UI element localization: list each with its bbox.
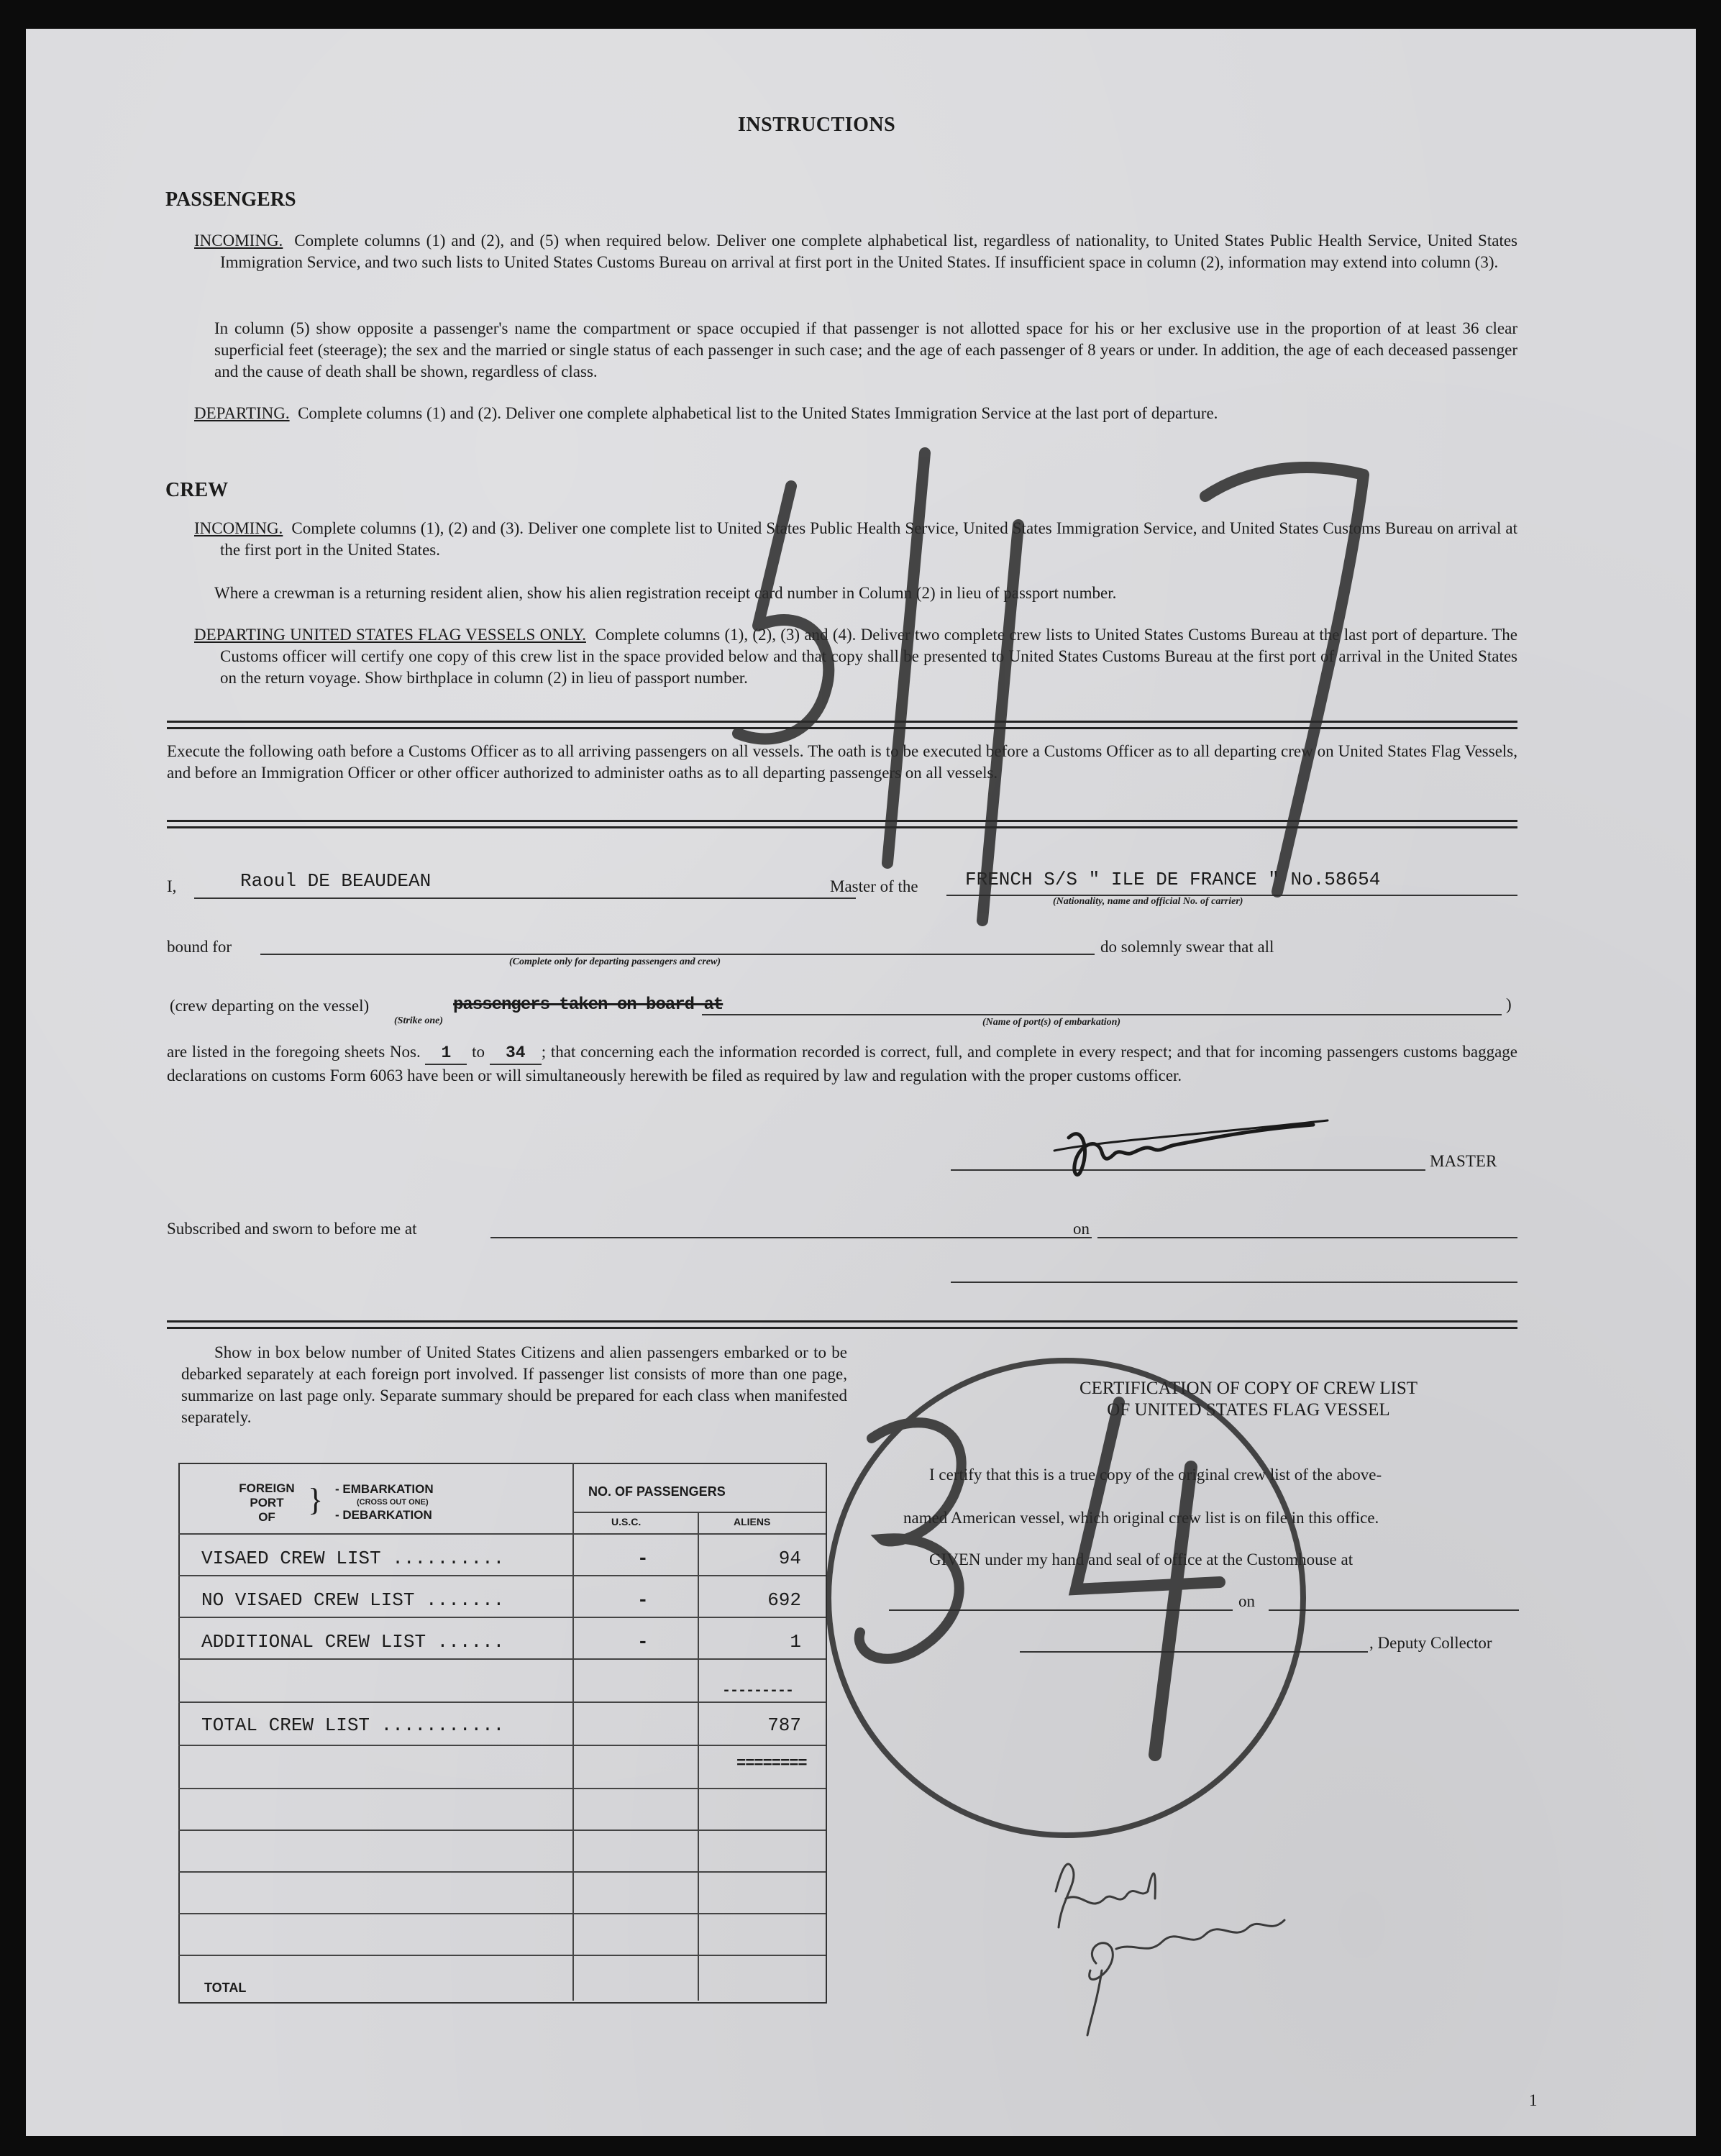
total-rule: ========	[736, 1755, 807, 1773]
passengers-heading: PASSENGERS	[165, 188, 296, 211]
large-handwritten-number	[738, 453, 1364, 921]
sheet-from-field: 1	[425, 1042, 467, 1065]
port-caption: (Name of port(s) of embarkation)	[982, 1017, 1121, 1028]
crayon-annotations	[26, 29, 1696, 2136]
row-label: ADDITIONAL CREW LIST ......	[201, 1631, 505, 1653]
crew-heading: CREW	[165, 479, 229, 501]
row-label: VISAED CREW LIST ..........	[201, 1548, 505, 1569]
oath-intro-paragraph: Execute the following oath before a Customs Officer as to all arriving passengers on all vessels. The oath is to be executed before a Customs Officer as to all departing crew on United States Flag Vessels, and before an Immigration Officer or other officer authorized to administer oaths as to all departing passengers on all vessels.	[167, 742, 1517, 782]
crew-departing-label: (crew departing on the vessel)	[170, 997, 370, 1015]
row-label: TOTAL CREW LIST ...........	[201, 1714, 505, 1736]
aliens-header: ALIENS	[734, 1516, 771, 1527]
deputy-collector-label: , Deputy Collector	[1369, 1634, 1492, 1652]
row-aliens: 692	[767, 1589, 801, 1611]
page-title: INSTRUCTIONS	[738, 114, 896, 136]
certification-on-label: on	[1238, 1592, 1255, 1610]
of-header: OF	[258, 1510, 275, 1524]
certification-text-2: named American vessel, which original crew list is on file in this office.	[903, 1509, 1379, 1527]
strike-caption: (Strike one)	[394, 1015, 444, 1026]
crew-departing-text: Complete columns (1), (2), (3) and (4). Deliver two complete crew lists to United States Customs Bureau at the last port of departure. The Customs officer will certify one copy of this crew list in the space provided below and that copy shall be presented to United States Customs Bureau at the first port of arrival in the United States on the return voyage. Show birthplace in column (2) in lieu of passport number.	[220, 626, 1518, 687]
passengers-incoming-text: Complete columns (1) and (2), and (5) when required below. Deliver one complete alphabetical list, regardless of nationality, to United States Public Health Service, United States Immigration Service, and two such lists to United States Customs Bureau on arrival at first port in the United States. If insufficient space in column (2), information may extend into column (3).	[220, 232, 1517, 271]
pencil-signature-note	[1056, 1864, 1284, 2035]
to-label: to	[472, 1043, 485, 1061]
page-number: 1	[1529, 2091, 1538, 2109]
crew-incoming-label: INCOMING.	[194, 519, 283, 537]
master-of-label: Master of the	[830, 877, 918, 895]
crew-incoming-text: Complete columns (1), (2) and (3). Deliver one complete list to United States Public Health Service, United States Immigration Service, and United States Customs Bureau on arrival at the first port in the United States.	[220, 519, 1518, 559]
vessel-field: FRENCH S/S " ILE DE FRANCE " No.58654	[965, 869, 1381, 890]
row-aliens: 787	[767, 1714, 801, 1736]
foreign-header: FOREIGN	[239, 1481, 295, 1495]
bound-for-label: bound for	[167, 938, 232, 956]
row-aliens: 1	[790, 1631, 801, 1653]
subscribed-label: Subscribed and sworn to before me at	[167, 1220, 417, 1238]
subtotal-rule: ---------	[722, 1683, 794, 1699]
usc-header: U.S.C.	[611, 1516, 642, 1527]
cross-out-note: (CROSS OUT ONE)	[357, 1498, 429, 1507]
debarkation-label: - DEBARKATION	[335, 1508, 432, 1522]
passengers-column5-paragraph: In column (5) show opposite a passenger's name the compartment or space occupied if that passenger is not allotted space for his or her exclusive use in the proportion of at least 36 clear superficial feet (steerage); the sex and the married or single status of each passenger in such case; and the age of each passenger of 8 years or under. In addition, the age of each deceased passenger and the cause of death shall be shown, regardless of class.	[214, 319, 1517, 380]
total-label: TOTAL	[204, 1981, 247, 1995]
vessel-caption: (Nationality, name and official No. of carrier)	[1053, 896, 1243, 907]
row-usc: -	[637, 1631, 649, 1653]
crew-departing-label: DEPARTING UNITED STATES FLAG VESSELS ONLY.	[194, 626, 586, 644]
sheet-to-field: 34	[490, 1042, 542, 1065]
document-page	[26, 29, 1696, 2136]
certification-title-1: CERTIFICATION OF COPY OF CREW LIST	[1079, 1379, 1418, 1398]
brace: }	[308, 1482, 324, 1517]
oath-i-label: I,	[167, 877, 177, 895]
listed-text: ; that concerning each the information recorded is correct, full, and complete in every respect; and that for incoming passengers customs baggage declarations on customs Form 6063 have been or will simultaneously herewith be filed as required by law and regulation with the proper customs officer.	[167, 1043, 1518, 1084]
bound-caption: (Complete only for departing passengers and crew)	[509, 956, 721, 967]
struck-passengers-text: passengers taken on board at	[453, 995, 723, 1015]
closing-paren: )	[1506, 995, 1512, 1013]
circled-number	[828, 1361, 1303, 1835]
passengers-departing-label: DEPARTING.	[194, 404, 290, 422]
passengers-incoming-label: INCOMING.	[194, 232, 283, 250]
master-label: MASTER	[1430, 1152, 1497, 1170]
certification-text-1: I certify that this is a true copy of the original crew list of the above-	[929, 1466, 1382, 1484]
embarkation-label: - EMBARKATION	[335, 1482, 434, 1496]
certification-text-3: GIVEN under my hand and seal of office at the Customhouse at	[929, 1550, 1353, 1568]
row-usc: -	[637, 1589, 649, 1611]
passengers-departing-text: Complete columns (1) and (2). Deliver one complete alphabetical list to the United States Immigration Service at the last port of departure.	[298, 404, 1218, 422]
port-header: PORT	[250, 1496, 284, 1509]
summary-intro-paragraph: Show in box below number of United States Citizens and alien passengers embarked or to be debarked separately at each foreign port involved. If passenger list consists of more than one page, summarize on last page only. Separate summary should be prepared for each class when manifested separately.	[181, 1343, 847, 1426]
swear-label: do solemnly swear that all	[1100, 938, 1274, 956]
subscribed-on-label: on	[1073, 1220, 1090, 1238]
row-label: NO VISAED CREW LIST .......	[201, 1589, 505, 1611]
passengers-count-header: NO. OF PASSENGERS	[588, 1484, 726, 1499]
row-usc: -	[637, 1548, 649, 1569]
crew-resident-paragraph: Where a crewman is a returning resident alien, show his alien registration receipt card number in Column (2) in lieu of passport number.	[214, 584, 1117, 602]
certification-title-2: OF UNITED STATES FLAG VESSEL	[1107, 1400, 1390, 1420]
master-name-field: Raoul DE BEAUDEAN	[240, 870, 432, 892]
row-aliens: 94	[778, 1548, 801, 1569]
listed-label: are listed in the foregoing sheets Nos.	[167, 1043, 421, 1061]
